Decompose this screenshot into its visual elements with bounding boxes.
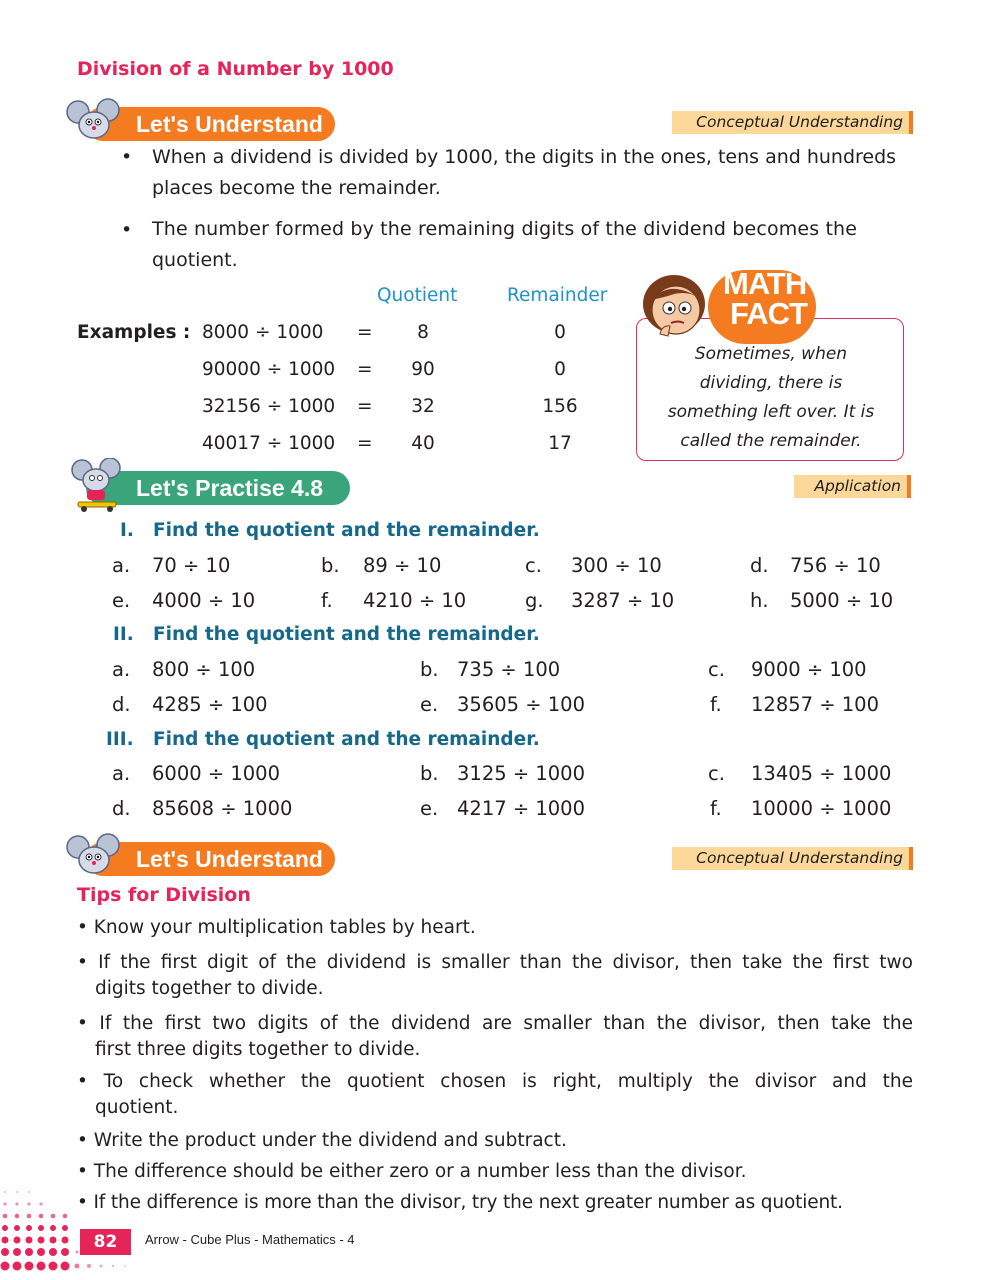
item-expression: 12857 ÷ 100 bbox=[751, 693, 879, 716]
tip-item: • If the first two digits of the dividend are smaller than the divisor, then take the bbox=[77, 1013, 913, 1034]
item-expression: 85608 ÷ 1000 bbox=[152, 797, 293, 820]
bullet-line: places become the remainder. bbox=[152, 177, 441, 199]
item-expression: 300 ÷ 10 bbox=[571, 554, 662, 577]
math-fact-word-fact: FACT bbox=[730, 296, 807, 331]
tip-item-continued: quotient. bbox=[95, 1097, 179, 1118]
item-expression: 4285 ÷ 100 bbox=[152, 693, 268, 716]
item-expression: 4217 ÷ 1000 bbox=[457, 797, 585, 820]
page-number: 82 bbox=[80, 1229, 131, 1255]
mouse-mascot-icon bbox=[68, 458, 128, 514]
question-heading: Find the quotient and the remainder. bbox=[153, 520, 540, 541]
item-expression: 89 ÷ 10 bbox=[363, 554, 442, 577]
question-number: I. bbox=[120, 520, 134, 541]
equals-sign: = bbox=[357, 322, 373, 343]
tip-item-continued: digits together to divide. bbox=[95, 978, 324, 999]
girl-thinking-icon bbox=[638, 270, 714, 346]
item-expression: 3287 ÷ 10 bbox=[571, 589, 675, 612]
item-expression: 5000 ÷ 10 bbox=[790, 589, 894, 612]
tip-item: • If the difference is more than the divisor, try the next greater number as quotient. bbox=[77, 1192, 843, 1213]
example-remainder: 17 bbox=[548, 433, 572, 454]
item-expression: 4210 ÷ 10 bbox=[363, 589, 467, 612]
conceptual-understanding-tag: Conceptual Understanding bbox=[672, 847, 913, 870]
application-tag: Application bbox=[794, 475, 911, 498]
math-fact-text: dividing, there is bbox=[699, 373, 843, 393]
item-letter: f. bbox=[710, 797, 722, 820]
item-expression: 4000 ÷ 10 bbox=[152, 589, 256, 612]
example-expression: 8000 ÷ 1000 bbox=[202, 322, 324, 343]
example-expression: 32156 ÷ 1000 bbox=[202, 396, 336, 417]
mouse-mascot-icon bbox=[66, 98, 122, 142]
item-letter: h. bbox=[750, 589, 769, 612]
math-fact-text: called the remainder. bbox=[680, 431, 862, 451]
item-expression: 6000 ÷ 1000 bbox=[152, 762, 280, 785]
examples-label: Examples : bbox=[77, 322, 191, 343]
bullet-dot: • bbox=[121, 146, 133, 168]
bullet-line: The number formed by the remaining digits of the dividend becomes the bbox=[152, 218, 858, 240]
example-remainder: 0 bbox=[554, 322, 566, 343]
tips-title: Tips for Division bbox=[77, 884, 251, 906]
example-remainder: 0 bbox=[554, 359, 566, 380]
item-letter: a. bbox=[112, 762, 131, 785]
item-letter: b. bbox=[321, 554, 340, 577]
quotient-column-header: Quotient bbox=[377, 285, 458, 306]
book-title-footer: Arrow - Cube Plus - Mathematics - 4 bbox=[145, 1232, 355, 1247]
item-expression: 70 ÷ 10 bbox=[152, 554, 231, 577]
question-heading: Find the quotient and the remainder. bbox=[153, 729, 540, 750]
tip-item: • If the first digit of the dividend is smaller than the divisor, then take the first two bbox=[77, 952, 913, 973]
item-letter: a. bbox=[112, 554, 131, 577]
item-expression: 13405 ÷ 1000 bbox=[751, 762, 892, 785]
item-letter: e. bbox=[420, 797, 439, 820]
question-heading: Find the quotient and the remainder. bbox=[153, 624, 540, 645]
banner-label: Let's Practise 4.8 bbox=[136, 475, 324, 501]
item-letter: d. bbox=[750, 554, 769, 577]
item-expression: 3125 ÷ 1000 bbox=[457, 762, 585, 785]
conceptual-understanding-tag: Conceptual Understanding bbox=[672, 111, 913, 134]
lets-understand-banner bbox=[86, 107, 335, 141]
example-quotient: 90 bbox=[411, 359, 435, 380]
tip-item-continued: first three digits together to divide. bbox=[95, 1039, 421, 1060]
example-quotient: 8 bbox=[417, 322, 429, 343]
item-letter: b. bbox=[420, 762, 439, 785]
banner-label: Let's Understand bbox=[136, 846, 323, 872]
section-title: Division of a Number by 1000 bbox=[77, 58, 394, 80]
equals-sign: = bbox=[357, 396, 373, 417]
item-letter: g. bbox=[525, 589, 544, 612]
item-expression: 756 ÷ 10 bbox=[790, 554, 881, 577]
item-letter: c. bbox=[708, 762, 725, 785]
example-remainder: 156 bbox=[542, 396, 578, 417]
tip-item: • To check whether the quotient chosen is right, multiply the divisor and the bbox=[77, 1071, 913, 1092]
equals-sign: = bbox=[357, 359, 373, 380]
item-letter: c. bbox=[708, 658, 725, 681]
banner-label: Let's Understand bbox=[136, 111, 323, 137]
item-letter: c. bbox=[525, 554, 542, 577]
tip-item: • Know your multiplication tables by heart. bbox=[77, 917, 476, 938]
example-expression: 40017 ÷ 1000 bbox=[202, 433, 336, 454]
item-letter: b. bbox=[420, 658, 439, 681]
equals-sign: = bbox=[357, 433, 373, 454]
math-fact-word-math: MATH bbox=[723, 266, 807, 301]
item-letter: d. bbox=[112, 797, 131, 820]
item-expression: 735 ÷ 100 bbox=[457, 658, 561, 681]
item-letter: f. bbox=[710, 693, 722, 716]
example-expression: 90000 ÷ 1000 bbox=[202, 359, 336, 380]
bullet-line: When a dividend is divided by 1000, the digits in the ones, tens and hundreds bbox=[152, 146, 897, 168]
item-letter: a. bbox=[112, 658, 131, 681]
bullet-dot: • bbox=[121, 219, 133, 241]
item-letter: e. bbox=[420, 693, 439, 716]
math-fact-text: Sometimes, when bbox=[694, 344, 848, 364]
item-letter: e. bbox=[112, 589, 131, 612]
item-expression: 800 ÷ 100 bbox=[152, 658, 256, 681]
item-expression: 10000 ÷ 1000 bbox=[751, 797, 892, 820]
question-number: III. bbox=[106, 729, 134, 750]
example-quotient: 32 bbox=[411, 396, 435, 417]
lets-understand-banner bbox=[86, 842, 335, 876]
mouse-mascot-icon bbox=[66, 833, 122, 877]
item-letter: d. bbox=[112, 693, 131, 716]
tip-item: • The difference should be either zero or a number less than the divisor. bbox=[77, 1161, 747, 1182]
math-fact-text: something left over. It is bbox=[667, 402, 875, 422]
remainder-column-header: Remainder bbox=[507, 285, 608, 306]
bullet-line: quotient. bbox=[152, 249, 238, 271]
item-expression: 9000 ÷ 100 bbox=[751, 658, 867, 681]
question-number: II. bbox=[113, 624, 134, 645]
example-quotient: 40 bbox=[411, 433, 435, 454]
item-letter: f. bbox=[321, 589, 333, 612]
item-expression: 35605 ÷ 100 bbox=[457, 693, 585, 716]
tip-item: • Write the product under the dividend and subtract. bbox=[77, 1130, 567, 1151]
